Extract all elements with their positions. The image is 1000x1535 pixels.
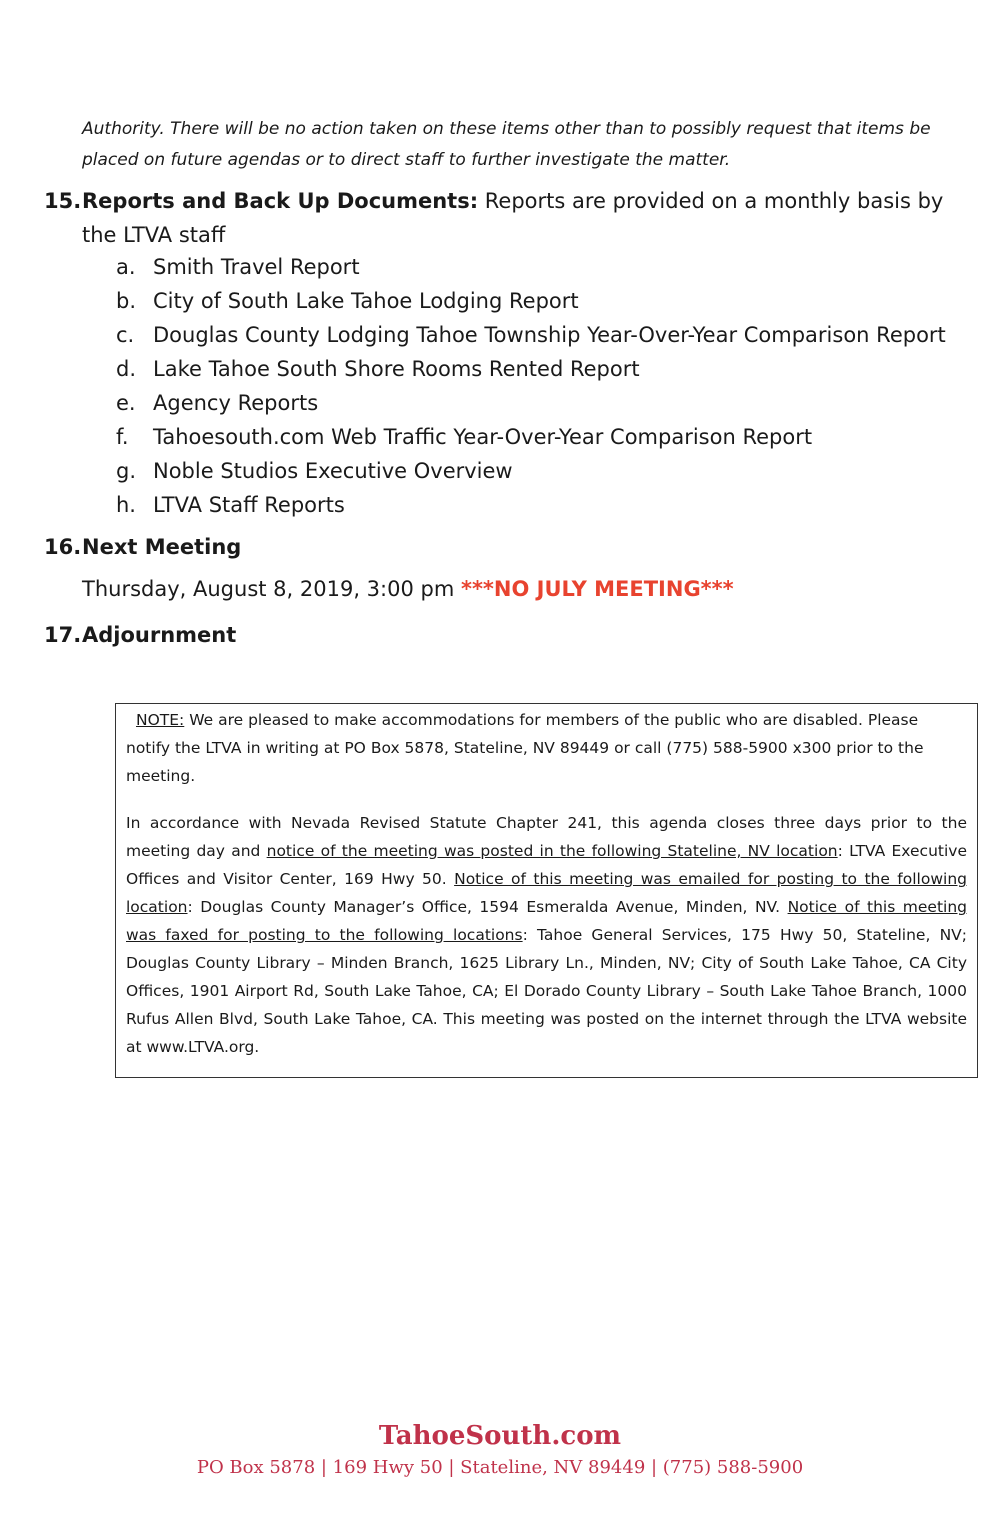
list-item [116, 420, 946, 454]
notice-text: In accordance with Nevada Revised Statute Chapter 241, this agenda closes three days prior to the meeting day and [126, 814, 967, 860]
footer-brand: TahoeSouth.com [378, 1421, 622, 1451]
agenda-item-17 [44, 620, 944, 650]
notice-underlined: Notice of this meeting was faxed for posting to the following locations [126, 898, 967, 944]
list-item [116, 352, 946, 386]
accommodation-note [126, 706, 967, 790]
list-letter: f. [116, 425, 129, 449]
agenda-item-16 [44, 532, 944, 562]
no-meeting-alert: ***NO JULY MEETING*** [460, 577, 734, 601]
list-item [116, 454, 946, 488]
item-body [82, 184, 944, 252]
reports-list [116, 250, 946, 522]
item-text: Reports are provided on a monthly basis by the LTVA staff [82, 189, 944, 247]
item-number: 16. [44, 535, 82, 559]
list-letter: g. [116, 459, 137, 483]
footer-address: PO Box 5878 | 169 Hwy 50 | Stateline, NV 89449 | (775) 588-5900 [196, 1457, 804, 1478]
list-letter: c. [116, 323, 135, 347]
list-item [116, 284, 946, 318]
list-text: Tahoesouth.com Web Traffic Year-Over-Year Comparison Report [153, 425, 813, 449]
note-text: We are pleased to make accommodations for members of the public who are disabled. Please notify the LTVA in writing at PO Box 5878, Stateline, NV 89449 or call (775) 588-5900 x300 prior to the meeting. [126, 711, 924, 785]
item-title: Next Meeting [82, 535, 242, 559]
posting-notice [126, 809, 967, 1061]
notice-text: : Douglas County Manager’s Office, 1594 Esmeralda Avenue, Minden, NV. [187, 898, 788, 916]
meeting-date-text: Thursday, August 8, 2019, 3:00 pm [82, 577, 461, 601]
list-letter: a. [116, 255, 136, 279]
list-item [116, 386, 946, 420]
note-label: NOTE: [136, 711, 185, 729]
list-text: LTVA Staff Reports [153, 493, 345, 517]
notice-text: : LTVA Executive Offices and Visitor Center, 169 Hwy 50. [126, 842, 967, 888]
agenda-item-15 [44, 184, 944, 252]
item-title: Reports and Back Up Documents: [82, 189, 479, 213]
list-item [116, 318, 946, 352]
list-text: Agency Reports [153, 391, 319, 415]
intro-continuation: Authority. There will be no action taken on these items other than to possibly request that items be placed on future agendas or to direct staff to further investigate the matter. [82, 119, 931, 170]
page-footer [0, 1418, 1000, 1482]
list-letter: e. [116, 391, 136, 415]
list-text: Smith Travel Report [153, 255, 360, 279]
next-meeting-date [82, 574, 734, 604]
list-text: Lake Tahoe South Shore Rooms Rented Report [153, 357, 640, 381]
item-title: Adjournment [82, 623, 237, 647]
list-item [116, 488, 946, 522]
list-text: Noble Studios Executive Overview [153, 459, 513, 483]
notice-underlined: notice of the meeting was posted in the following Stateline, NV location [266, 842, 838, 860]
list-text: City of South Lake Tahoe Lodging Report [153, 289, 579, 313]
list-item [116, 250, 946, 284]
list-text: Douglas County Lodging Tahoe Township Year-Over-Year Comparison Report [153, 323, 946, 347]
item-number: 17. [44, 623, 82, 647]
public-notice-box [115, 703, 978, 1078]
item-number: 15. [44, 189, 82, 213]
notice-text: : Tahoe General Services, 175 Hwy 50, Stateline, NV; Douglas County Library – Minden Branch, 1625 Library Ln., Minden, NV; City of South Lake Tahoe, CA City Offices, 1901 Airport Rd, South Lake Tahoe, CA; El Dorado County Library – South Lake Tahoe Branch, 1000 Rufus Allen Blvd, South Lake Tahoe, CA. This meeting was posted on the internet through the LTVA website at www.LTVA.org. [126, 926, 968, 1056]
notice-underlined: Notice of this meeting was emailed for posting to the following location [126, 870, 967, 916]
list-letter: d. [116, 357, 137, 381]
list-letter: h. [116, 493, 136, 517]
list-letter: b. [116, 289, 137, 313]
